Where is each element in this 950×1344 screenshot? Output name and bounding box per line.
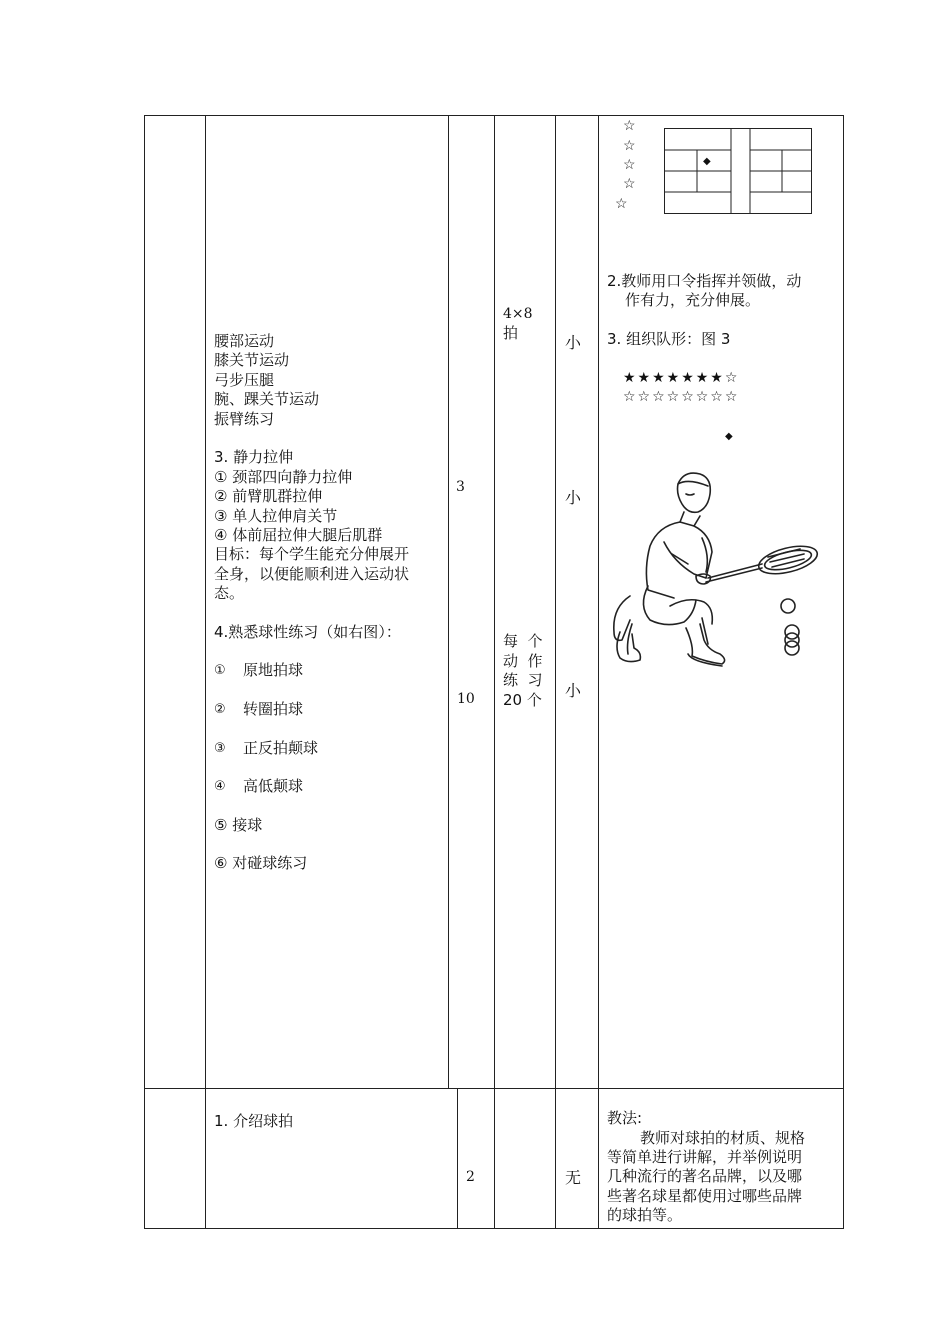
- court-star: ☆: [623, 176, 636, 192]
- time-value: 10: [457, 691, 475, 707]
- table-right-border: [843, 115, 844, 1229]
- table-left-border: [144, 115, 145, 1229]
- row2-method-line: 几种流行的著名品牌，以及哪: [607, 1167, 803, 1185]
- ball-item-text: 转圈拍球: [243, 700, 304, 718]
- ball-item-num: ③: [214, 741, 226, 756]
- row2-intensity: 无: [565, 1168, 582, 1187]
- row2-method-line: 等简单进行讲解，并举例说明: [607, 1148, 803, 1166]
- col-divider-2-upper: [448, 115, 449, 1088]
- method-line: 2.教师用口令指挥并领做，动: [607, 272, 802, 290]
- ball-item-text: 高低颠球: [243, 777, 304, 795]
- count-line: 每 个: [503, 632, 543, 650]
- ball-practice-title: 4.熟悉球性练习（如右图）：: [214, 623, 401, 641]
- formation-teacher-mark: ◆: [725, 431, 733, 442]
- ball-item-num: ①: [214, 663, 226, 678]
- count-line: 4×8: [503, 306, 533, 322]
- court-star: ☆: [623, 138, 636, 154]
- row2-method-line: 些著名球星都使用过哪些品牌: [607, 1187, 803, 1205]
- time-value: 3: [456, 479, 465, 495]
- intensity-value: 小: [565, 333, 582, 352]
- ball-item: ⑥ 对碰球练习: [214, 854, 308, 872]
- ball-item-num: ④: [214, 779, 226, 794]
- court-star: ☆: [623, 118, 636, 134]
- goal-line: 目标：每个学生能充分伸展开: [214, 545, 410, 563]
- count-line: 20 个: [503, 691, 542, 709]
- warmup-item: 弓步压腿: [214, 371, 275, 389]
- row2-time: 2: [466, 1169, 475, 1185]
- stretch-item: ① 颈部四向静力拉伸: [214, 468, 353, 486]
- court-star: ☆: [615, 196, 628, 212]
- formation-row: ★★★★★★★☆: [623, 370, 740, 386]
- col-divider-1: [205, 115, 206, 1229]
- col-divider-3: [494, 115, 495, 1229]
- warmup-item: 腕、踝关节运动: [214, 390, 320, 408]
- count-line: 拍: [503, 324, 519, 342]
- col-divider-2-lower: [457, 1088, 458, 1229]
- col-divider-5: [598, 115, 599, 1229]
- warmup-item: 振臂练习: [214, 410, 275, 428]
- court-teacher-mark: ◆: [703, 156, 711, 167]
- count-line: 练 习: [503, 671, 543, 689]
- row2-content: 1. 介绍球拍: [214, 1112, 294, 1130]
- ball-item: ⑤ 接球: [214, 816, 263, 834]
- method-formation-title: 3. 组织队形：图 3: [607, 330, 731, 348]
- stretch-item: ④ 体前屈拉伸大腿后肌群: [214, 526, 383, 544]
- warmup-item: 膝关节运动: [214, 351, 290, 369]
- player-illustration: [606, 468, 838, 674]
- stretch-title: 3. 静力拉伸: [214, 448, 294, 466]
- ball-item-num: ②: [214, 702, 226, 717]
- row2-method-title: 教法:: [607, 1109, 643, 1127]
- court-star: ☆: [623, 157, 636, 173]
- court-diagram: [664, 128, 812, 214]
- method-line: 作有力，充分伸展。: [625, 291, 761, 309]
- count-line: 动 作: [503, 652, 543, 670]
- formation-row: ☆☆☆☆☆☆☆☆: [623, 389, 740, 405]
- goal-line: 态。: [214, 584, 245, 602]
- stretch-item: ③ 单人拉伸肩关节: [214, 507, 338, 525]
- intensity-value: 小: [565, 488, 582, 507]
- ball-item-text: 正反拍颠球: [243, 739, 319, 757]
- intensity-value: 小: [565, 681, 582, 700]
- row2-method-line: 教师对球拍的材质、规格: [640, 1129, 806, 1147]
- stretch-item: ② 前臂肌群拉伸: [214, 487, 323, 505]
- col-divider-4: [555, 115, 556, 1229]
- goal-line: 全身，以便能顺利进入运动状: [214, 565, 410, 583]
- row2-method-line: 的球拍等。: [607, 1206, 683, 1224]
- ball-item-text: 原地拍球: [243, 661, 304, 679]
- warmup-item: 腰部运动: [214, 332, 275, 350]
